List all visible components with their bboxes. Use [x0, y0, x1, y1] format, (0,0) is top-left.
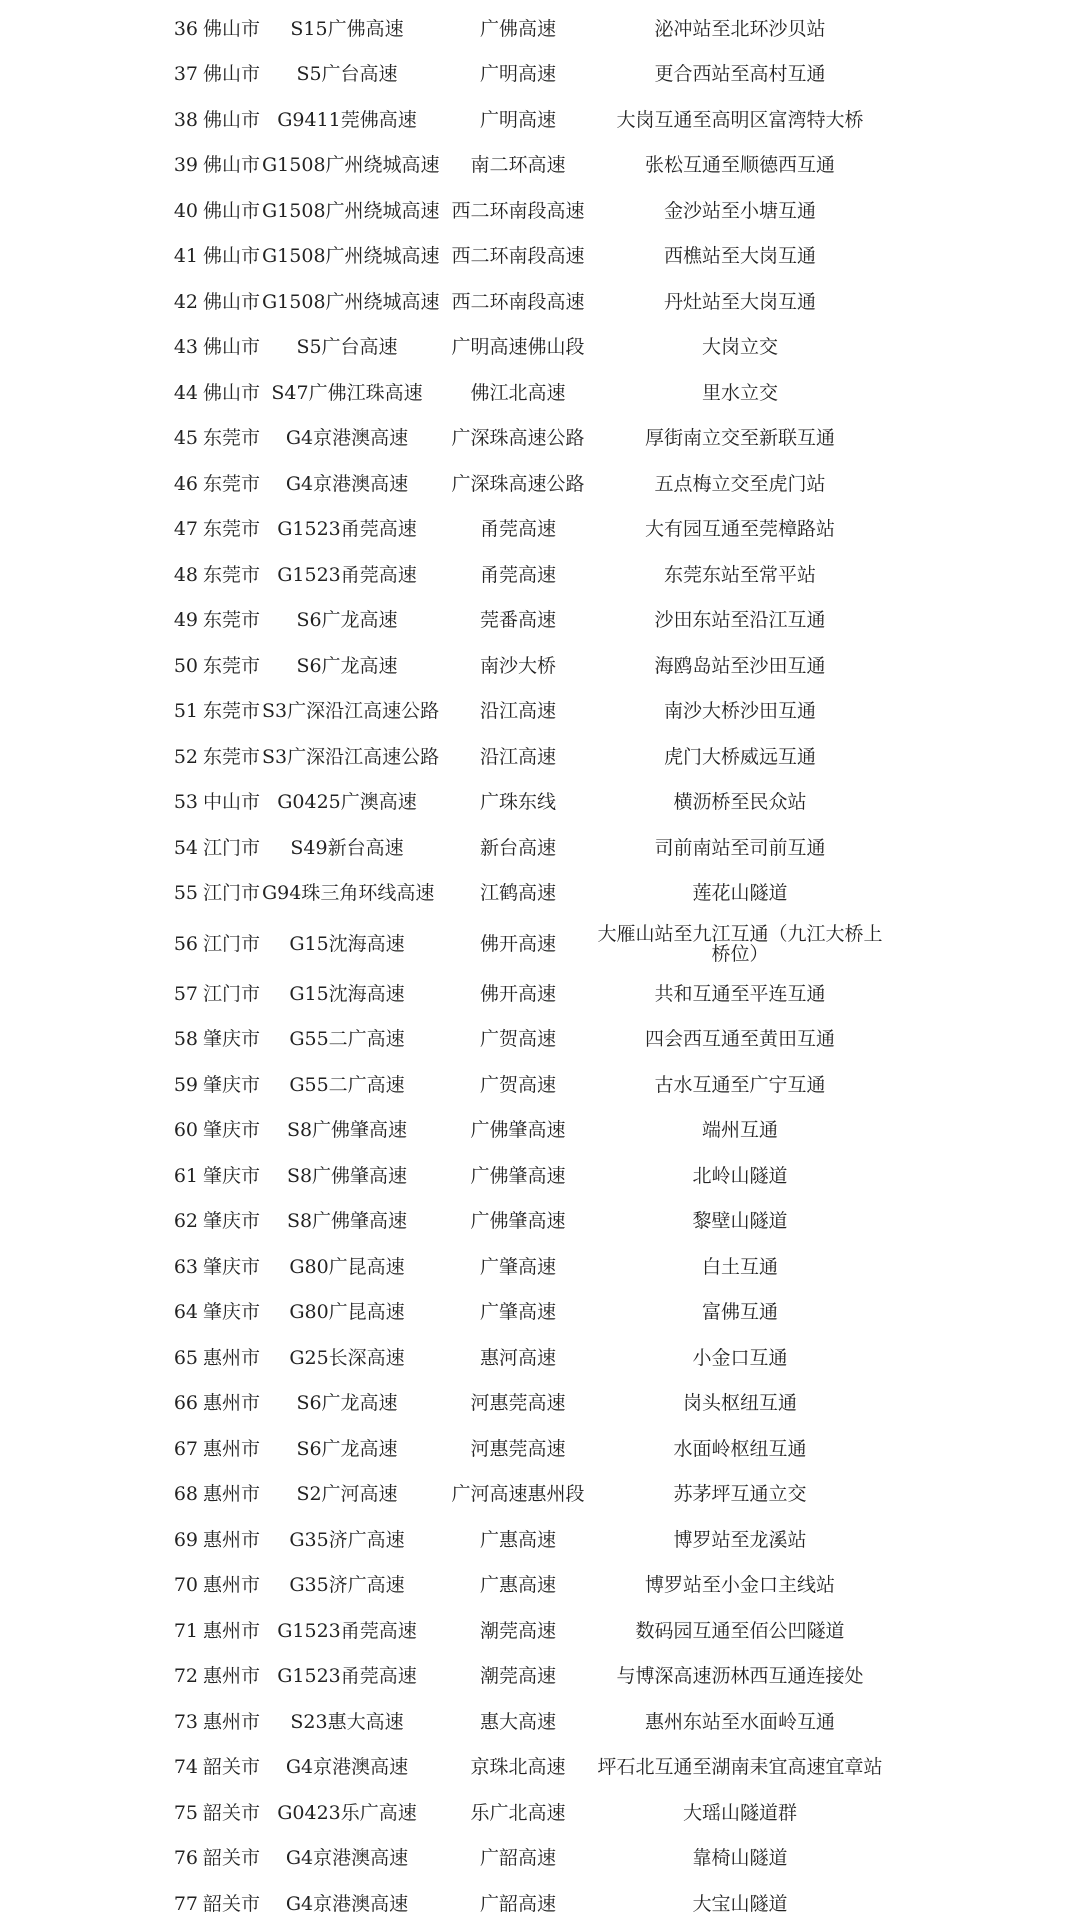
table-row: [0, 1881, 1080, 1927]
section-cell: 广贺高速: [479, 1073, 556, 1096]
highway-cell: G1523甬莞高速: [277, 1619, 417, 1642]
city-cell: 韶关市: [203, 1847, 261, 1870]
section-cell: 乐广北高速: [470, 1801, 566, 1824]
table-row: [0, 1517, 1080, 1563]
highway-cell: G9411莞佛高速: [277, 108, 417, 131]
city-cell: 惠州市: [203, 1437, 261, 1460]
row-number: 76: [173, 1847, 198, 1870]
highway-cell: S23惠大高速: [290, 1710, 404, 1733]
row-number: 49: [173, 609, 198, 632]
location-cell: 数码园互通至佰公凹隧道: [635, 1619, 845, 1642]
row-number: 38: [173, 108, 198, 131]
section-cell: 广惠高速: [479, 1574, 556, 1597]
highway-cell: G4京港澳高速: [285, 472, 409, 495]
row-number: 42: [173, 290, 198, 313]
section-cell: 南二环高速: [470, 154, 566, 177]
table-row: [0, 1745, 1080, 1791]
highway-cell: G1523甬莞高速: [277, 1665, 417, 1688]
section-cell: 惠大高速: [479, 1710, 556, 1733]
section-cell: 广肇高速: [479, 1301, 556, 1324]
table-row: [0, 461, 1080, 507]
highway-cell: G55二广高速: [289, 1073, 405, 1096]
location-cell: 海鸥岛站至沙田互通: [654, 654, 826, 677]
row-number: 46: [173, 472, 198, 495]
location-cell: 岗头枢纽互通: [682, 1392, 797, 1415]
row-number: 66: [173, 1392, 198, 1415]
city-cell: 东莞市: [203, 472, 261, 495]
city-cell: 惠州市: [203, 1392, 261, 1415]
table-row: [0, 643, 1080, 689]
row-number: 55: [173, 882, 198, 905]
row-number: 48: [173, 563, 198, 586]
city-cell: 东莞市: [203, 700, 261, 723]
city-cell: 惠州市: [203, 1665, 261, 1688]
table-row: [0, 825, 1080, 871]
table-row: [0, 1426, 1080, 1472]
highway-cell: S8广佛肇高速: [286, 1210, 408, 1233]
section-cell: 广佛肇高速: [470, 1210, 566, 1233]
location-cell: 大瑶山隧道群: [682, 1801, 797, 1824]
city-cell: 惠州市: [203, 1346, 261, 1369]
location-cell: 与博深高速沥林西互通连接处: [616, 1665, 864, 1688]
row-number: 37: [173, 63, 198, 86]
location-cell: 大岗立交: [701, 336, 778, 359]
section-cell: 广佛肇高速: [470, 1164, 566, 1187]
row-number: 58: [173, 1028, 198, 1051]
city-cell: 东莞市: [203, 427, 261, 450]
highway-cell: S2广河高速: [296, 1483, 398, 1506]
city-cell: 佛山市: [203, 245, 261, 268]
city-cell: 肇庆市: [203, 1119, 261, 1142]
highway-cell: G1508广州绕城高速: [262, 154, 440, 177]
highway-cell: S49新台高速: [290, 836, 404, 859]
location-cell: 白土互通: [701, 1255, 778, 1278]
location-cell: 泌冲站至北环沙贝站: [654, 17, 826, 40]
location-cell: 靠椅山隧道: [692, 1847, 788, 1870]
highway-cell: G0425广澳高速: [277, 791, 417, 814]
city-cell: 韶关市: [203, 1801, 261, 1824]
city-cell: 佛山市: [203, 290, 261, 313]
highway-cell: G15沈海高速: [289, 982, 405, 1005]
location-cell: 南沙大桥沙田互通: [663, 700, 816, 723]
highway-cell: G4京港澳高速: [285, 1756, 409, 1779]
table-row: [0, 1608, 1080, 1654]
highway-cell: G25长深高速: [289, 1346, 405, 1369]
row-number: 68: [173, 1483, 198, 1506]
city-cell: 肇庆市: [203, 1210, 261, 1233]
table-row: [0, 971, 1080, 1017]
city-cell: 东莞市: [203, 518, 261, 541]
row-number: 50: [173, 654, 198, 677]
table-row: [0, 1381, 1080, 1427]
section-cell: 西二环南段高速: [451, 199, 585, 222]
row-number: 69: [173, 1528, 198, 1551]
location-cell: 莲花山隧道: [692, 882, 788, 905]
row-number: 70: [173, 1574, 198, 1597]
highway-cell: S3广深沿江高速公路: [262, 745, 440, 768]
highway-cell: S3广深沿江高速公路: [262, 700, 440, 723]
location-cell: 司前南站至司前互通: [654, 836, 826, 859]
highway-cell: S6广龙高速: [296, 1437, 398, 1460]
section-cell: 西二环南段高速: [451, 290, 585, 313]
highway-cell: G1508广州绕城高速: [262, 199, 440, 222]
section-cell: 潮莞高速: [479, 1619, 556, 1642]
section-cell: 广深珠高速公路: [451, 427, 585, 450]
section-cell: 甬莞高速: [479, 563, 556, 586]
section-cell: 西二环南段高速: [451, 245, 585, 268]
city-cell: 韶关市: [203, 1892, 261, 1915]
section-cell: 沿江高速: [479, 745, 556, 768]
table-row: [0, 1654, 1080, 1700]
city-cell: 佛山市: [203, 381, 261, 404]
section-cell: 江鹤高速: [479, 882, 556, 905]
city-cell: 惠州市: [203, 1574, 261, 1597]
highway-cell: G1523甬莞高速: [277, 563, 417, 586]
city-cell: 惠州市: [203, 1710, 261, 1733]
section-cell: 佛开高速: [479, 932, 556, 955]
row-number: 36: [173, 17, 198, 40]
table-row: [0, 1153, 1080, 1199]
row-number: 73: [173, 1710, 198, 1733]
highway-cell: S8广佛肇高速: [286, 1164, 408, 1187]
city-cell: 肇庆市: [203, 1028, 261, 1051]
section-cell: 广明高速: [479, 63, 556, 86]
row-number: 43: [173, 336, 198, 359]
congestion-points-table: [0, 6, 1080, 1927]
section-cell: 广明高速: [479, 108, 556, 131]
city-cell: 惠州市: [203, 1483, 261, 1506]
location-cell: 大岗互通至高明区富湾特大桥: [616, 108, 864, 131]
table-row: [0, 143, 1080, 189]
section-cell: 广佛高速: [479, 17, 556, 40]
city-cell: 江门市: [203, 932, 261, 955]
section-cell: 南沙大桥: [479, 654, 556, 677]
table-row: [0, 689, 1080, 735]
city-cell: 中山市: [203, 791, 261, 814]
highway-cell: S8广佛肇高速: [286, 1119, 408, 1142]
row-number: 57: [173, 982, 198, 1005]
city-cell: 惠州市: [203, 1619, 261, 1642]
location-cell: 四会西互通至黄田互通: [644, 1028, 835, 1051]
table-row: [0, 1790, 1080, 1836]
row-number: 52: [173, 745, 198, 768]
highway-cell: G55二广高速: [289, 1028, 405, 1051]
city-cell: 惠州市: [203, 1528, 261, 1551]
section-cell: 莞番高速: [479, 609, 556, 632]
highway-cell: G1508广州绕城高速: [262, 290, 440, 313]
location-cell: 水面岭枢纽互通: [673, 1437, 807, 1460]
section-cell: 广佛肇高速: [470, 1119, 566, 1142]
city-cell: 东莞市: [203, 563, 261, 586]
highway-cell: G1523甬莞高速: [277, 518, 417, 541]
row-number: 77: [173, 1892, 198, 1915]
location-cell: 黎壁山隧道: [692, 1210, 788, 1233]
highway-cell: S6广龙高速: [296, 609, 398, 632]
row-number: 62: [173, 1210, 198, 1233]
location-cell: 横沥桥至民众站: [673, 791, 807, 814]
table-row: [0, 598, 1080, 644]
highway-cell: S6广龙高速: [296, 1392, 398, 1415]
location-cell: 五点梅立交至虎门站: [654, 472, 826, 495]
row-number: 64: [173, 1301, 198, 1324]
section-cell: 广肇高速: [479, 1255, 556, 1278]
row-number: 56: [173, 932, 198, 955]
location-cell: 沙田东站至沿江互通: [654, 609, 826, 632]
table-row: [0, 1836, 1080, 1882]
row-number: 75: [173, 1801, 198, 1824]
section-cell: 沿江高速: [479, 700, 556, 723]
row-number: 71: [173, 1619, 198, 1642]
section-cell: 广惠高速: [479, 1528, 556, 1551]
highway-cell: S47广佛江珠高速: [271, 381, 423, 404]
location-cell: 共和互通至平连互通: [654, 982, 826, 1005]
city-cell: 佛山市: [203, 17, 261, 40]
row-number: 54: [173, 836, 198, 859]
location-cell: 博罗站至龙溪站: [673, 1528, 807, 1551]
location-cell: 里水立交: [701, 381, 778, 404]
highway-cell: S5广台高速: [296, 63, 398, 86]
location-cell: 苏茅坪互通立交: [673, 1483, 807, 1506]
table-row: [0, 234, 1080, 280]
section-cell: 广深珠高速公路: [451, 472, 585, 495]
city-cell: 佛山市: [203, 154, 261, 177]
section-cell: 河惠莞高速: [470, 1437, 566, 1460]
city-cell: 东莞市: [203, 609, 261, 632]
table-row: [0, 188, 1080, 234]
location-cell: 虎门大桥威远互通: [663, 745, 816, 768]
row-number: 47: [173, 518, 198, 541]
section-cell: 广河高速惠州段: [451, 1483, 585, 1506]
table-row: [0, 370, 1080, 416]
row-number: 41: [173, 245, 198, 268]
location-cell: 端州互通: [701, 1119, 778, 1142]
section-cell: 潮莞高速: [479, 1665, 556, 1688]
location-cell: 丹灶站至大岗互通: [663, 290, 816, 313]
city-cell: 肇庆市: [203, 1164, 261, 1187]
row-number: 74: [173, 1756, 198, 1779]
row-number: 63: [173, 1255, 198, 1278]
table-row: [0, 1199, 1080, 1245]
city-cell: 肇庆市: [203, 1073, 261, 1096]
highway-cell: S5广台高速: [296, 336, 398, 359]
section-cell: 河惠莞高速: [470, 1392, 566, 1415]
table-row: [0, 916, 1080, 971]
city-cell: 佛山市: [203, 199, 261, 222]
row-number: 51: [173, 700, 198, 723]
table-row: [0, 552, 1080, 598]
row-number: 61: [173, 1164, 198, 1187]
section-cell: 广韶高速: [479, 1892, 556, 1915]
highway-cell: G15沈海高速: [289, 932, 405, 955]
section-cell: 甬莞高速: [479, 518, 556, 541]
location-cell: 坪石北互通至湖南耒宜高速宜章站: [597, 1756, 883, 1779]
city-cell: 韶关市: [203, 1756, 261, 1779]
city-cell: 佛山市: [203, 336, 261, 359]
table-row: [0, 1244, 1080, 1290]
table-row: [0, 1108, 1080, 1154]
table-row: [0, 1290, 1080, 1336]
location-cell: 北岭山隧道: [692, 1164, 788, 1187]
location-cell: 厚街南立交至新联互通: [644, 427, 835, 450]
location-cell: 更合西站至高村互通: [654, 63, 826, 86]
row-number: 65: [173, 1346, 198, 1369]
highway-cell: G80广昆高速: [289, 1301, 405, 1324]
city-cell: 江门市: [203, 882, 261, 905]
row-number: 72: [173, 1665, 198, 1688]
table-row: [0, 1472, 1080, 1518]
location-cell: 东莞东站至常平站: [663, 563, 816, 586]
table-row: [0, 1017, 1080, 1063]
section-cell: 广韶高速: [479, 1847, 556, 1870]
table-row: [0, 780, 1080, 826]
highway-cell: G94珠三角环线高速: [262, 882, 435, 905]
location-cell: 大有园互通至莞樟路站: [644, 518, 835, 541]
row-number: 53: [173, 791, 198, 814]
section-cell: 广明高速佛山段: [451, 336, 585, 359]
highway-cell: G35济广高速: [289, 1528, 405, 1551]
row-number: 40: [173, 199, 198, 222]
city-cell: 东莞市: [203, 745, 261, 768]
table-row: [0, 279, 1080, 325]
row-number: 44: [173, 381, 198, 404]
table-row: [0, 325, 1080, 371]
row-number: 60: [173, 1119, 198, 1142]
highway-cell: G4京港澳高速: [285, 1892, 409, 1915]
location-cell: 古水互通至广宁互通: [654, 1073, 826, 1096]
city-cell: 佛山市: [203, 63, 261, 86]
location-cell: 小金口互通: [692, 1346, 788, 1369]
location-cell: 大宝山隧道: [692, 1892, 788, 1915]
location-cell: 金沙站至小塘互通: [663, 199, 816, 222]
city-cell: 东莞市: [203, 654, 261, 677]
section-cell: 京珠北高速: [470, 1756, 566, 1779]
row-number: 45: [173, 427, 198, 450]
table-row: [0, 734, 1080, 780]
section-cell: 佛开高速: [479, 982, 556, 1005]
location-cell: 富佛互通: [701, 1301, 778, 1324]
section-cell: 惠河高速: [479, 1346, 556, 1369]
highway-cell: S6广龙高速: [296, 654, 398, 677]
row-number: 39: [173, 154, 198, 177]
location-cell: 张松互通至顺德西互通: [644, 154, 835, 177]
table-row: [0, 1062, 1080, 1108]
location-cell: 大雁山站至九江互通（九江大桥上桥位）: [597, 922, 883, 965]
city-cell: 肇庆市: [203, 1301, 261, 1324]
table-row: [0, 871, 1080, 917]
highway-cell: G80广昆高速: [289, 1255, 405, 1278]
highway-cell: G35济广高速: [289, 1574, 405, 1597]
section-cell: 广贺高速: [479, 1028, 556, 1051]
table-row: [0, 52, 1080, 98]
highway-cell: G4京港澳高速: [285, 427, 409, 450]
table-row: [0, 1335, 1080, 1381]
city-cell: 肇庆市: [203, 1255, 261, 1278]
section-cell: 新台高速: [479, 836, 556, 859]
highway-cell: G1508广州绕城高速: [262, 245, 440, 268]
table-row: [0, 507, 1080, 553]
city-cell: 佛山市: [203, 108, 261, 131]
highway-cell: G0423乐广高速: [277, 1801, 417, 1824]
table-row: [0, 1563, 1080, 1609]
highway-cell: S15广佛高速: [290, 17, 404, 40]
table-row: [0, 6, 1080, 52]
location-cell: 西樵站至大岗互通: [663, 245, 816, 268]
section-cell: 佛江北高速: [470, 381, 566, 404]
section-cell: 广珠东线: [479, 791, 556, 814]
table-row: [0, 97, 1080, 143]
location-cell: 惠州东站至水面岭互通: [644, 1710, 835, 1733]
highway-cell: G4京港澳高速: [285, 1847, 409, 1870]
city-cell: 江门市: [203, 982, 261, 1005]
table-row: [0, 1699, 1080, 1745]
row-number: 59: [173, 1073, 198, 1096]
table-row: [0, 416, 1080, 462]
row-number: 67: [173, 1437, 198, 1460]
city-cell: 江门市: [203, 836, 261, 859]
location-cell: 博罗站至小金口主线站: [644, 1574, 835, 1597]
